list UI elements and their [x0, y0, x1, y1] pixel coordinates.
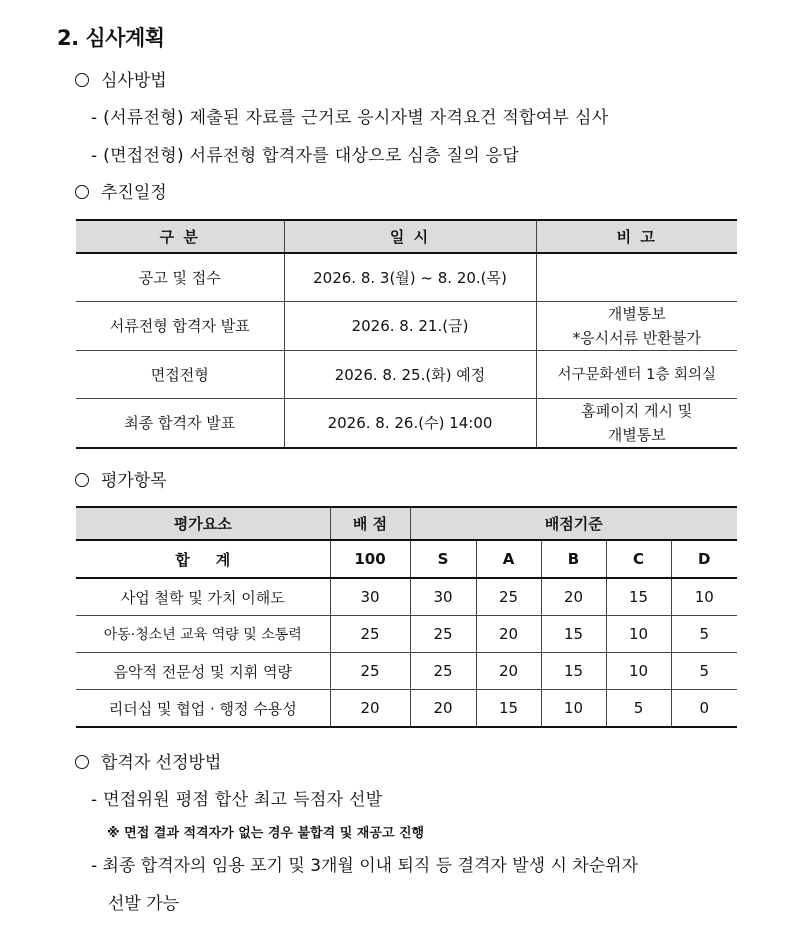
schedule-category: 공고 및 접수: [76, 253, 284, 302]
grade-value: 5: [671, 653, 737, 690]
evaluation-table: [76, 506, 737, 728]
schedule-header-date: 일 시: [284, 220, 536, 253]
evaluation-score: 25: [330, 653, 410, 690]
grade-value: 10: [671, 578, 737, 616]
grade-value: 10: [606, 653, 671, 690]
grade-value: 25: [410, 653, 476, 690]
schedule-category: 서류전형 합격자 발표: [76, 302, 284, 351]
schedule-note-line: *응시서류 반환불가: [572, 329, 701, 347]
evaluation-header-criteria: 배점기준: [410, 507, 737, 540]
evaluation-element: 음악적 전문성 및 지휘 역량: [76, 653, 330, 690]
schedule-category: 최종 합격자 발표: [76, 399, 284, 449]
schedule-date: 2026. 8. 25.(화) 예정: [284, 351, 536, 399]
selection-item-top-score: - 면접위원 평점 합산 최고 득점자 선발: [91, 790, 383, 810]
schedule-note: [536, 253, 737, 302]
evaluation-heading-text: 평가항목: [101, 471, 167, 491]
grade-value: 5: [606, 690, 671, 728]
table-row: [76, 351, 737, 399]
grade-value: 10: [606, 616, 671, 653]
grade-value: 25: [410, 616, 476, 653]
schedule-note: [536, 302, 737, 351]
grade-value: 20: [476, 653, 541, 690]
grade-label: A: [476, 540, 541, 578]
table-row: [76, 302, 737, 351]
evaluation-heading: [75, 466, 167, 491]
schedule-date: 2026. 8. 3(월) ~ 8. 20.(목): [284, 253, 536, 302]
grade-value: 15: [541, 653, 606, 690]
grade-value: 15: [606, 578, 671, 616]
grade-value: 20: [541, 578, 606, 616]
circle-bullet-icon: [75, 185, 89, 199]
evaluation-element: 사업 철학 및 가치 이해도: [76, 578, 330, 616]
method-item-document: - (서류전형) 제출된 자료를 근거로 응시자별 자격요건 적합여부 심사: [91, 108, 609, 128]
table-row: [76, 253, 737, 302]
schedule-date: 2026. 8. 26.(수) 14:00: [284, 399, 536, 449]
schedule-date: 2026. 8. 21.(금): [284, 302, 536, 351]
grade-label: S: [410, 540, 476, 578]
evaluation-header-score: 배 점: [330, 507, 410, 540]
evaluation-score: 25: [330, 616, 410, 653]
grade-value: 20: [410, 690, 476, 728]
grade-value: 20: [476, 616, 541, 653]
schedule-note: 서구문화센터 1층 회의실: [536, 351, 737, 399]
schedule-note-line: 개별통보: [607, 305, 666, 323]
schedule-note: [536, 399, 737, 449]
selection-heading-text: 합격자 선정방법: [101, 753, 222, 773]
schedule-heading-text: 추진일정: [101, 183, 167, 203]
selection-item-backup-cont: 선발 가능: [108, 894, 180, 914]
evaluation-header-row: [76, 507, 737, 540]
selection-note: ※ 면접 결과 적격자가 없는 경우 불합격 및 재공고 진행: [107, 826, 425, 841]
evaluation-element: 리더십 및 협업 · 행정 수용성: [76, 690, 330, 728]
page-title: 2. 심사계획: [57, 26, 165, 50]
grade-value: 15: [541, 616, 606, 653]
grade-value: 10: [541, 690, 606, 728]
grade-value: 25: [476, 578, 541, 616]
sum-label: 합 계: [76, 540, 330, 578]
table-row: [76, 578, 737, 616]
method-item-interview: - (면접전형) 서류전형 합격자를 대상으로 심층 질의 응답: [91, 146, 520, 166]
grade-label: C: [606, 540, 671, 578]
table-row: [76, 616, 737, 653]
sum-score: 100: [330, 540, 410, 578]
schedule-table: [76, 219, 737, 449]
grade-value: 5: [671, 616, 737, 653]
grade-value: 0: [671, 690, 737, 728]
table-row: [76, 653, 737, 690]
selection-item-backup: - 최종 합격자의 임용 포기 및 3개월 이내 퇴직 등 결격자 발생 시 차순위자: [91, 856, 639, 876]
table-row: [76, 399, 737, 449]
table-row: [76, 690, 737, 728]
grade-label: B: [541, 540, 606, 578]
grade-label: D: [671, 540, 737, 578]
evaluation-element: 아동·청소년 교육 역량 및 소통력: [76, 616, 330, 653]
schedule-header-category: 구 분: [76, 220, 284, 253]
method-heading: [75, 66, 167, 91]
evaluation-score: 20: [330, 690, 410, 728]
schedule-note-line: 홈페이지 게시 및: [581, 402, 693, 420]
evaluation-header-element: 평가요소: [76, 507, 330, 540]
circle-bullet-icon: [75, 73, 89, 87]
schedule-note-line: 개별통보: [607, 426, 666, 444]
schedule-header-row: [76, 220, 737, 253]
circle-bullet-icon: [75, 473, 89, 487]
method-heading-text: 심사방법: [101, 71, 167, 91]
evaluation-score: 30: [330, 578, 410, 616]
selection-heading: [75, 748, 221, 773]
grade-value: 30: [410, 578, 476, 616]
evaluation-sum-row: [76, 540, 737, 578]
schedule-category: 면접전형: [76, 351, 284, 399]
circle-bullet-icon: [75, 755, 89, 769]
schedule-heading: [75, 178, 167, 203]
schedule-header-note: 비 고: [536, 220, 737, 253]
grade-value: 15: [476, 690, 541, 728]
